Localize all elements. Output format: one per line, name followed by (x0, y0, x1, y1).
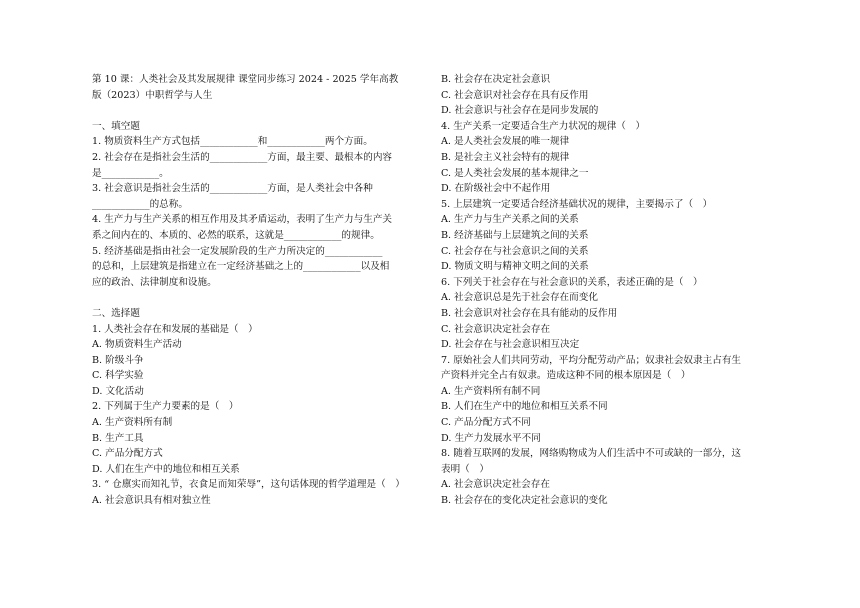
text-line: A. 社会意识具有相对独立性 (92, 495, 211, 507)
text-line: A. 生产资料所有制 (92, 417, 173, 429)
blank-line (92, 290, 422, 306)
text-line: A. 社会意识总是先于社会存在而变化 (441, 292, 598, 304)
text-line: C. 社会意识对社会存在具有反作用 (441, 89, 589, 101)
text-line: A. 物质资料生产活动 (92, 339, 182, 351)
text-line: B. 经济基础与上层建筑之间的关系 (441, 229, 589, 241)
text-line: A. 是人类社会发展的唯一规律 (441, 136, 570, 148)
text-line: B. 是社会主义社会特有的规律 (441, 151, 570, 163)
text-line: A. 生产力与生产关系之间的关系 (441, 214, 579, 226)
text-line: 版（2023）中职哲学与人生 (92, 89, 213, 101)
text-line: 8. 随着互联网的发展，网络购物成为人们生活中不可或缺的一部分，这 (441, 448, 742, 460)
text-line: B. 社会存在的变化决定社会意识的变化 (441, 495, 608, 507)
blank-line (92, 103, 422, 119)
text-line: 产资料并完全占有奴隶。造成这种不同的根本原因是（ ） (441, 370, 691, 382)
text-line: 7. 原始社会人们共同劳动，平均分配劳动产品；奴隶社会奴隶主占有生 (441, 354, 742, 366)
text-line: C. 科学实验 (92, 370, 144, 382)
text-line: 系之间内在的、本质的、必然的联系，这就是____________的规律。 (92, 229, 380, 241)
text-line: 一、填空题 (92, 120, 140, 132)
text-line: 的总和，上层建筑是指建立在一定经济基础之上的____________以及相 (92, 261, 390, 273)
text-line: 2. 下列属于生产力要素的是（ ） (92, 401, 239, 413)
text-line: D. 生产力发展水平不同 (441, 432, 541, 444)
text-line: C. 产品分配方式不同 (441, 417, 531, 429)
text-line: D. 人们在生产中的地位和相互关系 (92, 463, 240, 475)
text-line: D. 社会意识与社会存在是同步发展的 (441, 105, 599, 117)
text-line: D. 社会存在与社会意识相互决定 (441, 339, 580, 351)
text-line: 5. 经济基础是指由社会一定发展阶段的生产力所决定的____________ (92, 245, 383, 257)
right-column (441, 72, 771, 509)
text-line: B. 社会意识对社会存在具有能动的反作用 (441, 307, 618, 319)
text-line: D. 在阶级社会中不起作用 (441, 183, 551, 195)
text-line: B. 生产工具 (92, 432, 144, 444)
text-line: 4. 生产关系一定要适合生产力状况的规律（ ） (441, 120, 646, 132)
text-line: 3. 社会意识是指社会生活的____________方面，是人类社会中各种 (92, 183, 373, 195)
text-line: B. 人们在生产中的地位和相互关系不同 (441, 401, 608, 413)
left-column (92, 72, 422, 509)
text-line: D. 文化活动 (92, 385, 144, 397)
text-line: 应的政治、法律制度和设施。 (92, 276, 217, 288)
text-line: 6. 下列关于社会存在与社会意识的关系，表述正确的是（ ） (441, 276, 703, 288)
text-line: C. 社会意识决定社会存在 (441, 323, 551, 335)
text-line: C. 是人类社会发展的基本规律之一 (441, 167, 589, 179)
text-line: 是____________。 (92, 167, 169, 179)
text-line: A. 生产资料所有制不同 (441, 385, 541, 397)
text-line: C. 产品分配方式 (92, 448, 163, 460)
text-line: ____________的总称。 (92, 198, 188, 210)
text-line: 1. 物质资料生产方式包括____________和____________两个方面。 (92, 136, 373, 148)
text-line: 1. 人类社会存在和发展的基础是（ ） (92, 323, 258, 335)
text-line: 二、选择题 (92, 307, 140, 319)
text-line: C. 社会存在与社会意识之间的关系 (441, 245, 589, 257)
text-line: A. 社会意识决定社会存在 (441, 479, 550, 491)
text-line: 3. “ 仓廪实而知礼节，衣食足而知荣辱”，这句话体现的哲学道理是（ ） (92, 479, 405, 491)
text-line: 2. 社会存在是指社会生活的____________方面，最主要、最根本的内容 (92, 151, 393, 163)
text-line: 4. 生产力与生产关系的相互作用及其矛盾运动，表明了生产力与生产关 (92, 214, 393, 226)
text-line: 5. 上层建筑一定要适合经济基础状况的规律，主要揭示了（ ） (441, 198, 713, 210)
text-line: 第 10 课：人类社会及其发展规律 课堂同步练习 2024 - 2025 学年高教 (92, 74, 399, 85)
text-line: D. 物质文明与精神文明之间的关系 (441, 261, 589, 273)
text-line: 表明（ ） (441, 463, 489, 475)
text-line: B. 阶级斗争 (92, 354, 144, 366)
text-line: B. 社会存在决定社会意识 (441, 74, 551, 85)
